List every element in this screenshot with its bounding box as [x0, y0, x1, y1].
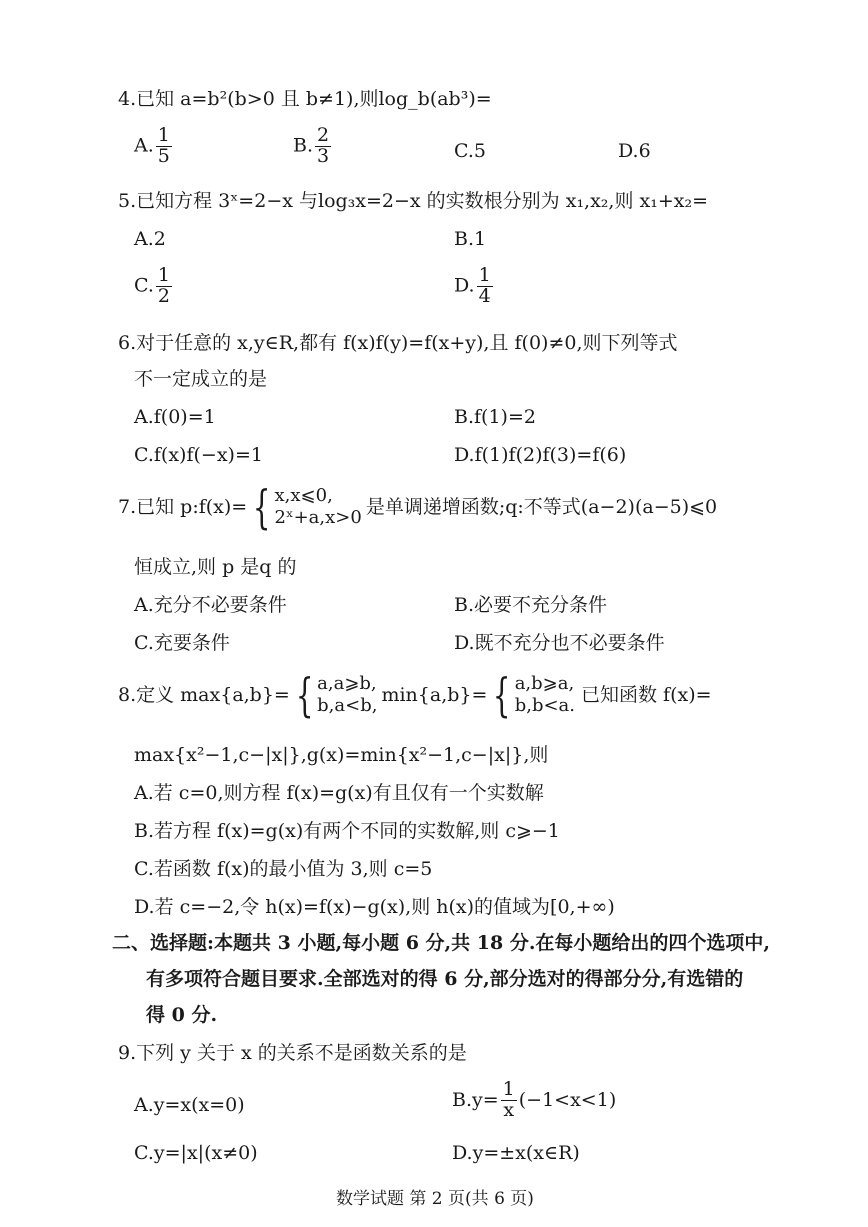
q8-max-case1: a,a⩾b, — [317, 672, 377, 694]
q8-min-label: min{a,b}= — [381, 683, 488, 706]
q5-option-d-label: D. — [454, 274, 475, 297]
denominator: 3 — [317, 144, 330, 167]
numerator: 1 — [502, 1078, 515, 1100]
denominator: 4 — [478, 284, 491, 307]
q8-prefix: 8.定义 max{a,b}= — [118, 683, 290, 706]
q4-option-b-fraction — [315, 126, 331, 167]
q4-option-a — [134, 126, 174, 167]
q6-option-a: A.f(0)=1 — [134, 406, 216, 428]
q8-suffix: 已知函数 f(x)= — [581, 683, 712, 706]
q8-max-case2: b,a<b, — [317, 695, 378, 716]
q5-option-b: B.1 — [454, 228, 487, 250]
q7-cases — [275, 485, 362, 530]
q5-stem: 5.已知方程 3ˣ=2−x 与log₃x=2−x 的实数根分别为 x₁,x₂,则 x₁+x₂= — [118, 190, 709, 212]
q9-stem: 9.下列 y 关于 x 的关系不是函数关系的是 — [118, 1042, 467, 1064]
numerator: 2 — [317, 124, 330, 146]
q8-stem-line1 — [118, 668, 712, 722]
q5-option-c-fraction — [156, 266, 172, 307]
q9-option-b-label: B.y= — [452, 1089, 499, 1112]
q6-stem-line2: 不一定成立的是 — [134, 368, 268, 390]
q9-option-b — [452, 1080, 616, 1121]
q8-option-c: C.若函数 f(x)的最小值为 3,则 c=5 — [134, 858, 433, 880]
q8-max-piecewise — [290, 668, 378, 722]
denominator: x — [503, 1098, 515, 1121]
numerator: 1 — [157, 264, 170, 286]
q9-option-a: A.y=x(x=0) — [134, 1094, 245, 1116]
q9-option-c: C.y=|x|(x≠0) — [134, 1142, 258, 1164]
brace-icon: { — [253, 480, 271, 534]
q5-option-c — [134, 266, 174, 307]
q5-option-d-fraction — [477, 266, 493, 307]
q8-min-piecewise — [487, 668, 576, 722]
q5-option-d — [454, 266, 495, 307]
q7-suffix: 是单调递增函数;q:不等式(a−2)(a−5)⩽0 — [365, 495, 718, 518]
q6-option-d: D.f(1)f(2)f(3)=f(6) — [454, 444, 627, 466]
section2-line3: 得 0 分. — [146, 1004, 218, 1026]
q8-min-case2: b,b<a. — [514, 695, 576, 716]
numerator: 1 — [157, 124, 170, 146]
q8-max-cases — [317, 673, 377, 718]
q7-option-b: B.必要不充分条件 — [454, 594, 608, 616]
q7-prefix: 7.已知 p:f(x)= — [118, 495, 248, 518]
q4-option-c: C.5 — [454, 140, 486, 162]
q4-option-b-label: B. — [293, 134, 314, 157]
q4-option-a-label: A. — [134, 134, 154, 157]
q8-min-case1: a,b⩾a, — [514, 672, 575, 694]
q7-stem-line2: 恒成立,则 p 是q 的 — [134, 556, 297, 578]
q5-option-c-label: C. — [134, 274, 154, 297]
page-footer: 数学试题 第 2 页(共 6 页) — [336, 1189, 534, 1209]
q8-min-cases — [515, 673, 575, 718]
q4-option-b — [293, 126, 333, 167]
q9-option-b-fraction — [501, 1080, 517, 1121]
q7-stem-line1 — [118, 480, 718, 534]
q9-option-d: D.y=±x(x∈R) — [452, 1142, 580, 1164]
q7-case2: 2ˣ+a,x>0 — [274, 507, 362, 528]
q8-option-a: A.若 c=0,则方程 f(x)=g(x)有且仅有一个实数解 — [134, 782, 544, 804]
brace-icon: { — [295, 668, 314, 722]
brace-icon: { — [493, 668, 511, 722]
q8-stem-line2: max{x²−1,c−|x|},g(x)=min{x²−1,c−|x|},则 — [134, 744, 549, 766]
q7-option-c: C.充要条件 — [134, 632, 230, 654]
q9-option-b-tail: (−1<x<1) — [518, 1089, 617, 1112]
q7-option-d: D.既不充分也不必要条件 — [454, 632, 665, 654]
section2-line2: 有多项符合题目要求.全部选对的得 6 分,部分选对的得部分分,有选错的 — [146, 968, 744, 990]
numerator: 1 — [478, 264, 491, 286]
q4-stem: 4.已知 a=b²(b>0 且 b≠1),则log_b(ab³)= — [118, 88, 492, 110]
q7-case1: x,x⩽0, — [274, 484, 333, 506]
q5-option-a: A.2 — [134, 228, 166, 250]
q7-piecewise — [247, 480, 362, 534]
q7-option-a: A.充分不必要条件 — [134, 594, 287, 616]
denominator: 2 — [157, 284, 170, 307]
section2-line1: 二、选择题:本题共 3 小题,每小题 6 分,共 18 分.在每小题给出的四个选项中, — [112, 932, 771, 954]
q4-option-a-fraction — [156, 126, 172, 167]
q8-option-b: B.若方程 f(x)=g(x)有两个不同的实数解,则 c⩾−1 — [134, 820, 560, 842]
q6-option-b: B.f(1)=2 — [454, 406, 536, 428]
q8-option-d: D.若 c=−2,令 h(x)=f(x)−g(x),则 h(x)的值域为[0,+∞) — [134, 896, 615, 918]
denominator: 5 — [157, 144, 170, 167]
q6-stem-line1: 6.对于任意的 x,y∈R,都有 f(x)f(y)=f(x+y),且 f(0)≠0,则下列等式 — [118, 332, 678, 354]
q6-option-c: C.f(x)f(−x)=1 — [134, 444, 263, 466]
q4-option-d: D.6 — [618, 140, 651, 162]
